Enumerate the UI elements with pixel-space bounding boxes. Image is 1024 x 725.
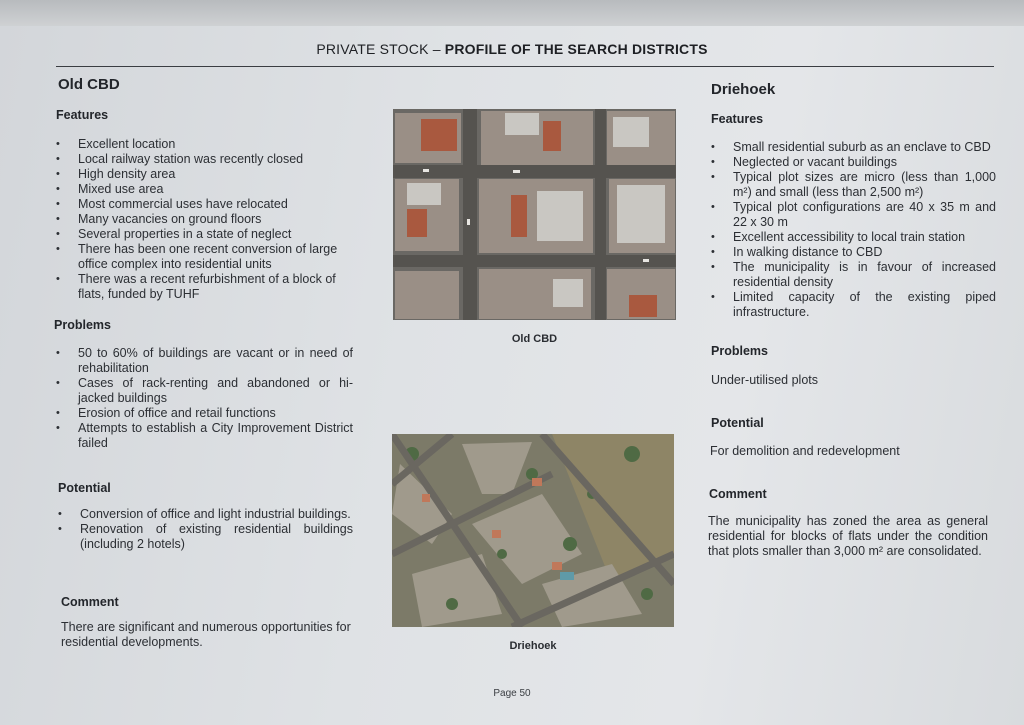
driehoek-potential-label: Potential: [711, 416, 764, 430]
driehoek-problems: Under-utilised plots: [711, 373, 818, 387]
old-cbd-comment: There are significant and numerous opportunities for residential developments.: [61, 620, 351, 649]
old-cbd-aerial-photo: [393, 109, 676, 320]
driehoek-comment-label: Comment: [709, 487, 767, 501]
list-item: • Conversion of office and light industrial buildings.: [58, 507, 353, 522]
list-item: • There has been one recent conversion of large office complex into residential units: [56, 242, 356, 272]
header-rule: [56, 66, 994, 67]
list-item: • Renovation of existing residential buildings (including 2 hotels): [58, 522, 353, 552]
driehoek-features-list: [711, 140, 996, 320]
driehoek-caption: Driehoek: [509, 640, 557, 652]
list-item: • There was a recent refurbishment of a block of flats, funded by TUHF: [56, 272, 356, 302]
list-item: • Excellent location: [56, 137, 356, 152]
page-header: [0, 41, 1024, 57]
list-item: • Small residential suburb as an enclave to CBD: [711, 140, 996, 155]
list-item: • Most commercial uses have relocated: [56, 197, 356, 212]
old-cbd-potential-list: [58, 507, 353, 552]
list-item: • Excellent accessibility to local train station: [711, 230, 996, 245]
page-number: Page 50: [493, 688, 531, 699]
list-item: • Mixed use area: [56, 182, 356, 197]
driehoek-problems-label: Problems: [711, 344, 768, 358]
cbd-aerial-image: [393, 109, 676, 320]
header-prefix: PRIVATE STOCK –: [316, 41, 445, 57]
old-cbd-heading: Old CBD: [58, 76, 120, 93]
list-item: • In walking distance to CBD: [711, 245, 996, 260]
old-cbd-caption: Old CBD: [511, 333, 558, 345]
driehoek-heading: Driehoek: [711, 81, 776, 98]
list-item: • Typical plot sizes are micro (less than 1,000 m²) and small (less than 2,500 m²): [711, 170, 996, 200]
list-item: • Typical plot configurations are 40 x 35 m and 22 x 30 m: [711, 200, 996, 230]
list-item: • Local railway station was recently closed: [56, 152, 356, 167]
old-cbd-features-label: Features: [56, 108, 109, 122]
list-item: • High density area: [56, 167, 356, 182]
list-item: • Erosion of office and retail functions: [56, 406, 353, 421]
driehoek-aerial-photo: [392, 434, 674, 627]
list-item: • Cases of rack-renting and abandoned or hi-jacked buildings: [56, 376, 353, 406]
old-cbd-features-list: [56, 137, 356, 302]
list-item: • Attempts to establish a City Improvement District failed: [56, 421, 353, 451]
list-item: • The municipality is in favour of increased residential density: [711, 260, 996, 290]
driehoek-comment: The municipality has zoned the area as general residential for blocks of flats under the condition that plots smaller than 3,000 m² are consolidated.: [708, 514, 988, 558]
driehoek-aerial-image: [392, 434, 674, 627]
old-cbd-comment-label: Comment: [61, 595, 119, 609]
list-item: • Neglected or vacant buildings: [711, 155, 996, 170]
driehoek-potential: For demolition and redevelopment: [710, 444, 900, 458]
document-page: [0, 26, 1024, 725]
list-item: • Many vacancies on ground floors: [56, 212, 356, 227]
driehoek-features-label: Features: [711, 112, 764, 126]
old-cbd-problems-list: [56, 346, 353, 451]
old-cbd-potential-label: Potential: [58, 481, 111, 495]
list-item: • Several properties in a state of neglect: [56, 227, 356, 242]
old-cbd-problems-label: Problems: [54, 318, 111, 332]
header-title: PROFILE OF THE SEARCH DISTRICTS: [444, 41, 708, 57]
list-item: • 50 to 60% of buildings are vacant or in need of rehabilitation: [56, 346, 353, 376]
list-item: • Limited capacity of the existing piped infrastructure.: [711, 290, 996, 320]
